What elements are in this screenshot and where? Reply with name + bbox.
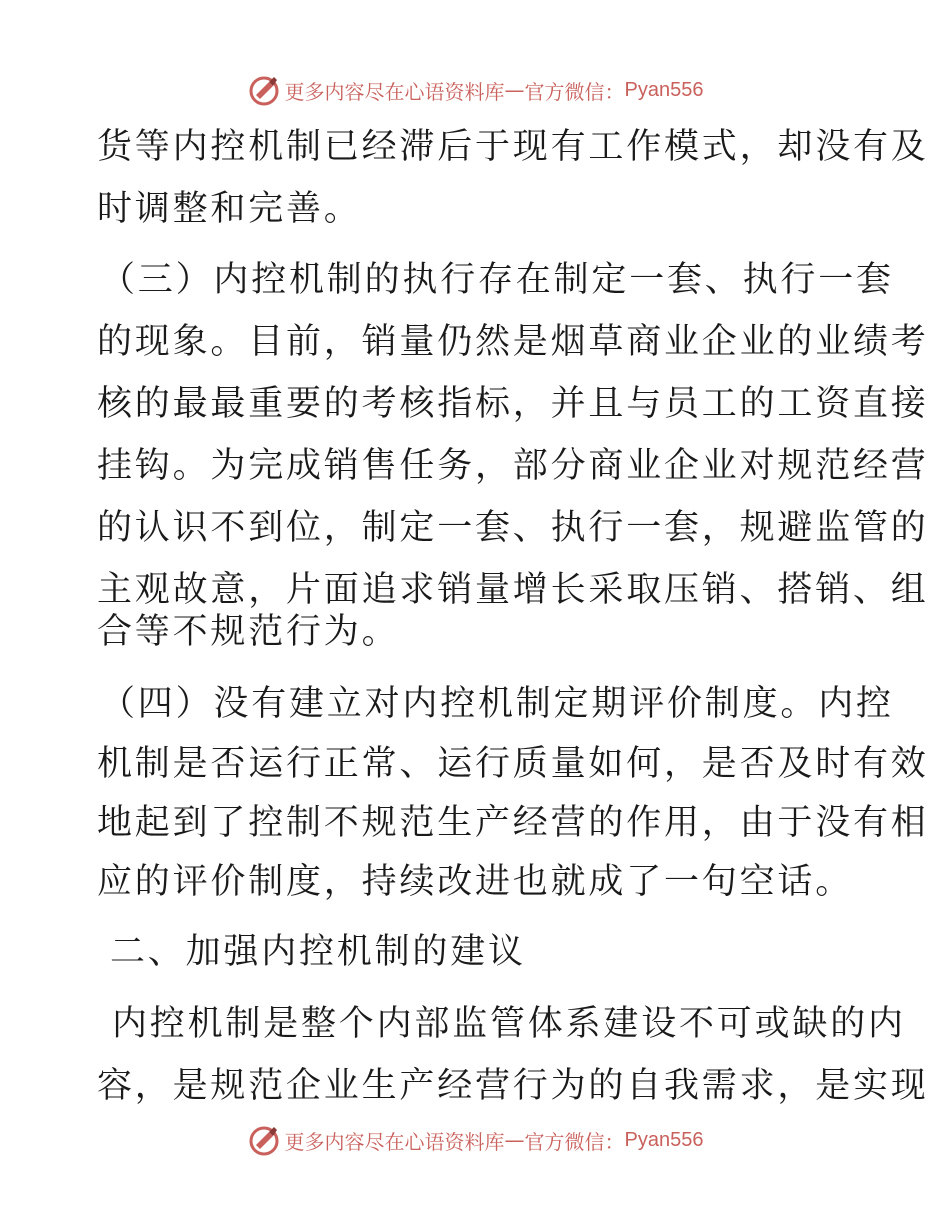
pen-logo-icon (247, 73, 281, 107)
pen-logo-icon (247, 1123, 281, 1157)
text-line: 挂钩。为完成销售任务，部分商业企业对规范经营 (97, 446, 929, 486)
header-watermark (0, 70, 950, 110)
watermark-id: Pyan556 (624, 78, 704, 101)
text-line: 时调整和完善。 (97, 189, 362, 229)
watermark-id: Pyan556 (624, 1128, 704, 1151)
text-line: 的认识不到位，制定一套、执行一套，规避监管的 (97, 508, 929, 548)
text-line: 内控机制是整个内部监管体系建设不可或缺的内 (112, 1004, 906, 1044)
text-line: 机制是否运行正常、运行质量如何，是否及时有效 (97, 744, 929, 784)
section-heading-3: （三）内控机制的执行存在制定一套、执行一套 (100, 260, 894, 300)
watermark-main-text: 更多内容尽在心语资料库 (284, 79, 505, 104)
text-line: 地起到了控制不规范生产经营的作用，由于没有相 (97, 803, 929, 843)
watermark-dash: — (504, 1128, 525, 1152)
text-line: 货等内控机制已经滞后于现有工作模式，却没有及 (97, 127, 929, 167)
section-heading-4: （四）没有建立对内控机制定期评价制度。内控 (100, 684, 894, 724)
watermark-label: 官方微信： (524, 79, 625, 104)
text-line: 容，是规范企业生产经营行为的自我需求，是实现 (97, 1066, 929, 1106)
watermark-dash: — (504, 78, 525, 102)
text-line: 的现象。目前，销量仍然是烟草商业企业的业绩考 (97, 322, 929, 362)
watermark-label: 官方微信： (524, 1129, 625, 1154)
watermark-main-text: 更多内容尽在心语资料库 (284, 1129, 505, 1154)
text-line: 合等不规范行为。 (97, 612, 400, 652)
text-line: 主观故意，片面追求销量增长采取压销、搭销、组 (97, 570, 929, 610)
text-line: 应的评价制度，持续改进也就成了一句空话。 (97, 862, 854, 902)
chapter-heading: 二、加强内控机制的建议 (110, 932, 526, 972)
footer-watermark (0, 1120, 950, 1160)
text-line: 核的最最重要的考核指标，并且与员工的工资直接 (97, 384, 929, 424)
